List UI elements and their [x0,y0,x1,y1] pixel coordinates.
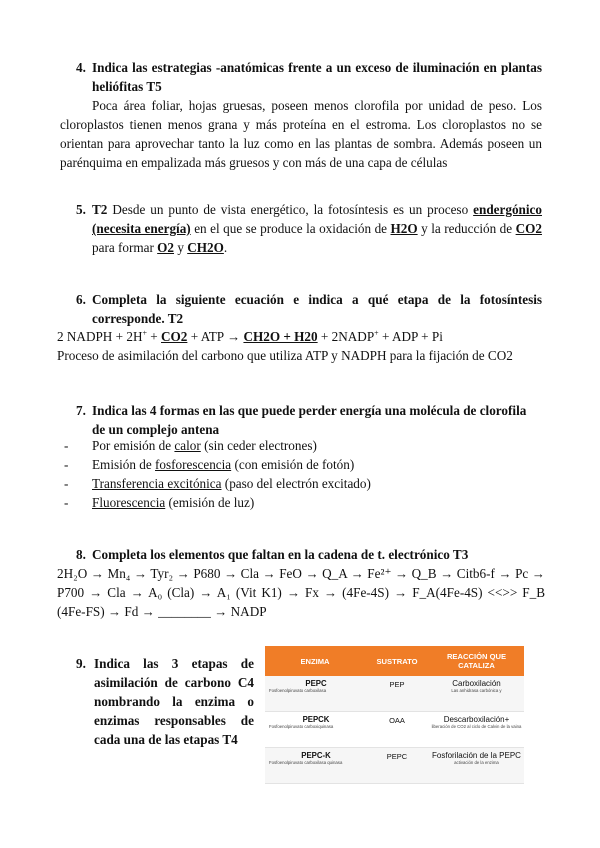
text-run: (con emisión de fotón) [231,457,355,472]
bullet-dash: - [64,495,69,510]
reaction-desc: liberación de CO2 al ciclo de Calvin de la vaina [431,724,522,729]
question-number: 4. [76,60,86,75]
question-number: 9. [76,656,86,671]
question-5 [76,200,542,257]
electron-chain [57,564,545,621]
answer-o2: O2 [157,240,175,255]
text-run: Desde un punto de vista energético, la fotosíntesis es un proceso [107,202,474,217]
energy-loss-list [64,436,534,512]
enzyme-desc: Fosfoenolpiruvato carboxiquinasa [269,724,334,729]
bullet-dash: - [64,476,69,491]
header-enzyme: ENZIMA [300,656,330,666]
item-keyword: calor [174,438,201,453]
text-run: en el que se produce la oxidación de [190,221,391,236]
enzyme-desc: Fosfoenolpiruvato carboxilasa quinasa [269,760,343,765]
arrow-icon: → [226,329,241,344]
text-run: . [223,240,228,255]
substrate: OAA [389,716,405,725]
question-title: Completa los elementos que faltan en la cadena de t. electrónico T3 [92,547,469,562]
enzyme-desc: Fosfoenolpiruvato carboxilasa [269,688,327,693]
answer-co2: CO2 [515,221,542,236]
answer-endergonic: endergónico (necesita energía) [92,202,542,236]
reaction-name: Carboxilación [452,679,501,688]
substrate: PEP [389,680,405,689]
list-item [64,493,534,512]
table-header [265,646,524,676]
eq-part: 2 NADPH + 2H [57,329,143,344]
table-row [265,676,524,712]
question-5-text [92,200,542,257]
question-7-heading [60,401,542,439]
eq-answer-co2: CO2 [161,329,188,344]
eq-part: + 2NADP [317,329,375,344]
chain-line-3: (4Fe-FS) → Fd → ________ → NADP [57,604,267,619]
question-8-heading [60,545,542,564]
table-body [265,676,524,784]
question-title: Indica las 3 etapas de asimilación de carbono C4 nombrando la enzima o enzimas responsables de cada una de las etapas T4 [94,656,254,747]
answer-4: Poca área foliar, hojas gruesas, poseen menos clorofila por unidad de peso. Los cloroplastos tienen menos grana y más proteína en el estroma. Los cloroplastos no se orientan para aprovechar tanto la luz como en las plantas de sombra. Además poseen un parénquima en empalizada más gruesos y con más de una capa de células [60,98,542,170]
header-reaction: REACCIÓN QUE CATALIZA [446,652,507,670]
text-run: (emisión de luz) [165,495,255,510]
eq-part: + [146,329,162,344]
reaction-desc: Las anhidrasa carbónica y [451,688,502,693]
text-run: (sin ceder electrones) [200,438,317,453]
answer-6: Proceso de asimilación del carbono que utiliza ATP y NADPH para la fijación de CO2 [57,348,513,363]
enzyme-name: PEPCK [302,715,330,724]
eq-sup: + [142,328,147,338]
question-8 [60,545,542,564]
list-item [64,455,534,474]
question-6 [60,290,542,328]
item-keyword: Fluorescencia [92,495,166,510]
list-item [64,474,534,493]
text-run: y la reducción de [417,221,516,236]
chain-line-1: 2H₂O → Mn₄ → Tyr₂ → P680 → Cla → FeO → Q_A → Fe²⁺ → Q_B → Citb6-f → Pc → [57,566,545,581]
question-9 [76,654,254,749]
bullet-dash: - [64,457,69,472]
enzyme-name: PEPC-K [301,751,331,760]
item-keyword: Transferencia excitónica [92,476,222,491]
text-run: Por emisión de [92,438,175,453]
question-title: Indica las estrategias -anatómicas frente a un exceso de iluminación en plantas heliófitas T5 [92,60,542,94]
enzyme-name: PEPC [305,679,327,688]
question-title: Completa la siguiente ecuación e indica a qué etapa de la fotosíntesis corresponde. T2 [92,292,542,326]
question-number: 7. [76,403,86,418]
question-title: Indica las 4 formas en las que puede perder energía una molécula de clorofila de un complejo antena [92,403,527,437]
question-6-heading [60,290,542,328]
eq-part: + ADP + Pi [378,329,443,344]
answer-h2o: H2O [390,221,418,236]
text-run: Emisión de [92,457,156,472]
header-substrate: SUSTRATO [376,656,418,666]
eq-answer-products: CH2O + H20 [243,329,318,344]
answer-ch2o: CH2O [187,240,224,255]
question-7 [60,401,542,439]
reaction-name: Fosforilación de la PEPC [432,751,521,760]
chain-line-2: P700 → Cla → A₀ (Cla) → A₁ (Vit K1) → Fx → (4Fe-4S) → F_A(4Fe-4S) <<>> F_B [57,585,545,600]
table-row [265,748,524,784]
bullet-dash: - [64,438,69,453]
eq-part: + ATP [187,329,227,344]
topic-tag: T2 [92,202,108,217]
question-4 [60,58,542,96]
substrate: PEPC [386,752,408,761]
table-row [265,712,524,748]
reaction-name: Descarboxilación+ [443,715,510,724]
question-4-heading [60,58,542,96]
enzyme-table [265,646,524,781]
text-run: (paso del electrón excitado) [221,476,371,491]
reaction-desc: activación de la enzima [454,760,499,765]
equation [57,327,547,346]
question-number: 6. [76,292,86,307]
text-run: para formar [92,240,158,255]
list-item [64,436,534,455]
eq-sup: + [374,328,379,338]
question-number: 5. [76,202,86,217]
text-run: y [174,240,188,255]
item-keyword: fosforescencia [155,457,232,472]
question-number: 8. [76,547,86,562]
